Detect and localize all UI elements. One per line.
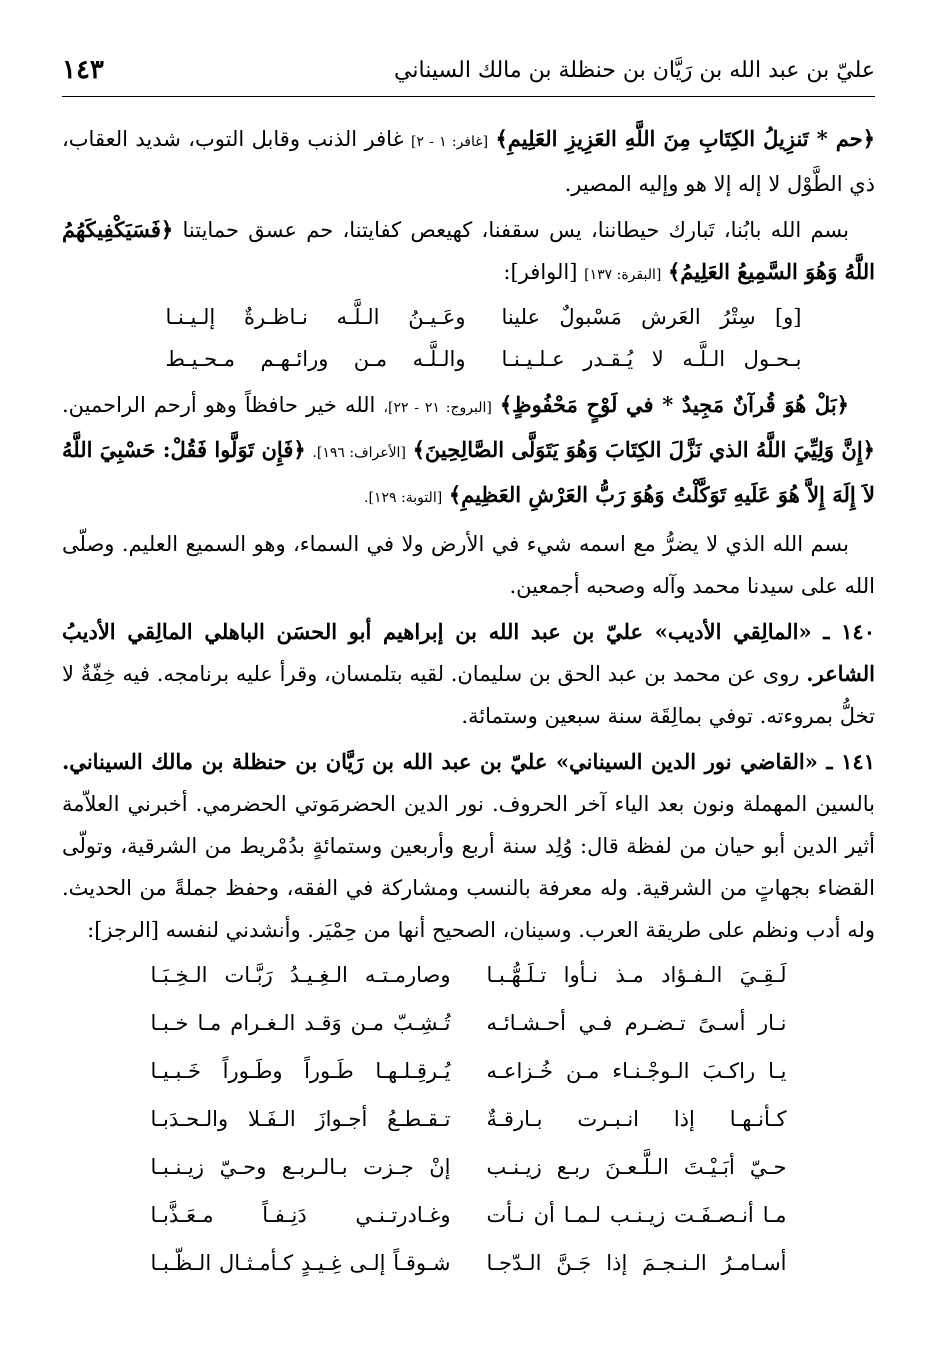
paragraph-closing-prayer bbox=[62, 523, 875, 607]
paragraph-text: الله خير حافظاً وهو أرحم الراحمين. bbox=[62, 393, 376, 417]
second-hemistich: وعَـيـنُ الـلَّـه نـاظـرةٌ إلـيـنـا bbox=[165, 305, 466, 329]
second-hemistich: يُـرقِـلـهـا طَـوراً وطَـوراً خَـبـيـا bbox=[150, 1059, 451, 1083]
quran-verse: ﴿إِنَّ وَلِيِّيَ اللَّهُ الذي نَزَّلَ الكِتَابَ وَهُوَ يَتَوَلَّى الصَّالِحِينَ﴾ bbox=[412, 437, 875, 462]
quran-verse: ﴿فَسَيَكْفِيكَهُمُ اللَّهُ وَهُوَ السَّمِيعُ العَلِيمُ﴾ bbox=[62, 217, 875, 284]
poem-rajaz bbox=[122, 951, 815, 1287]
poem-wafir bbox=[112, 296, 855, 380]
paragraph-text: بسم الله الذي لا يضرُّ مع اسمه شيء في الأرض ولا في السماء، وهو السميع العليم. وصلّى الله على سيدنا محمد وآله وصحبه أجمعين. bbox=[62, 532, 875, 598]
second-hemistich: والـلَّـه مـن ورائـهـم مـحـيـط bbox=[165, 347, 466, 371]
poem-verse bbox=[122, 1239, 815, 1287]
poem-verse bbox=[122, 1047, 815, 1095]
verse-reference: [غافر: ١ - ٢] bbox=[411, 134, 489, 150]
first-hemistich: [و] سِتْرُ العَرش مَسْبولٌ علينا bbox=[501, 305, 802, 329]
running-title: عليّ بن عبد الله بن رَيَّان بن حنظلة بن مالك السيناني bbox=[394, 57, 875, 83]
first-hemistich: حـيّ أبَـيْـتَ الـلَّـعـنَ ربـع زيـنـب bbox=[486, 1155, 787, 1179]
paragraph-text: بسم الله بابُنا، تَبارك حيطاننا، يس سقفنا، كهيعص كفايتنا، حم عسق حمايتنا bbox=[182, 218, 849, 242]
first-hemistich: أسـامـرُ الـنـجـمَ إذا جَـنَّ الـدّجـا bbox=[486, 1251, 787, 1275]
paragraph-quran-verses bbox=[62, 384, 875, 519]
second-hemistich: إنْ جـزت بـالـربـع وحـيّ زيـنـبـا bbox=[150, 1155, 451, 1179]
paragraph-quran-ghafir bbox=[62, 118, 875, 205]
entry-heading: ١٤١ ـ «القاضي نور الدين السيناني» عليّ بن عبد الله بن رَيَّان بن حنظلة بن مالك السيناني. bbox=[62, 749, 875, 774]
page-number: ١٤٣ bbox=[62, 55, 104, 85]
first-hemistich: لَـقِـيَ الـفـؤاد مـذ نـأوا تـلَـهُّـبـا bbox=[486, 963, 787, 987]
entry-text: بالسين المهملة ونون بعد الياء آخر الحروف. نور الدين الحضرمَوتي الحضرمي. أخبرني العلاّمة أثير الدين أبو حيان من لفظة قال: وُلِد سنة أربع وأربعين وستمائةٍ بدُمْريط من الشرقية، وتولّى القضاء بجهاتٍ من الشرقية. وله معرفة بالنسب ومشاركة في الفقه، وحفظ جملةً من الحديث. وله أدب ونظم على طريقة العرب. وسينان، الصحيح أنها من حِمْيَر. وأنشدني لنفسه [الرجز]: bbox=[62, 792, 875, 942]
second-hemistich: وغـادرتـنـي دَنِـفـاً مـعَـذَّبـا bbox=[150, 1203, 451, 1227]
running-header bbox=[62, 44, 875, 97]
second-hemistich: تُـشِـبّ مـن وَقـد الـغـرام مـا خـبـا bbox=[150, 1011, 451, 1035]
poem-verse bbox=[122, 951, 815, 999]
quran-verse: ﴿بَلْ هُوَ قُرآنٌ مَجِيدٌ * في لَوْحٍ مَحْفُوظٍ﴾ bbox=[499, 392, 849, 417]
paragraph-text: غافر الذنب وقابل التوب، شديد العقاب، ذي الطَّوْل لا إله إلا هو وإليه المصير. bbox=[62, 127, 875, 196]
verse-reference: [الأعراف: ١٩٦]. bbox=[312, 445, 406, 461]
poem-verse bbox=[122, 1095, 815, 1143]
entry-140 bbox=[62, 611, 875, 737]
quran-verse: ﴿فَإِن تَوَلَّوا فَقُلْ: حَسْبِيَ اللَّهُ لاَ إِلَهَ إِلاَّ هُوَ عَلَيهِ تَوَكَّلْتُ وَهُوَ رَبُّ العَرْشِ العَظِيمِ﴾ bbox=[62, 437, 875, 507]
second-hemistich: شـوقـاً إلـى غِـيـدٍ كـأمـثـال الـظّـبـا bbox=[150, 1251, 451, 1275]
entry-heading: ١٤٠ ـ «المالِقي الأديب» عليّ بن عبد الله بن إبراهيم أبو الحسَن الباهلي المالِقي الأديبُ الشاعر. bbox=[62, 619, 875, 686]
first-hemistich: نـار أسـىً تـضـرم فـي أحـشـائـه bbox=[486, 1011, 787, 1035]
second-hemistich: تـقـطـعُ أجـوازَ الـفَـلا والـحـدَبـا bbox=[150, 1107, 451, 1131]
second-hemistich: وصارمـتـه الـغِـيـدُ رَبَّـات الـخِـبَـا bbox=[150, 963, 451, 987]
poem-verse bbox=[122, 1191, 815, 1239]
page-body bbox=[62, 118, 875, 1362]
verse-reference: [التوبة: ١٢٩]. bbox=[364, 490, 443, 506]
quran-verse: ﴿حم * تَنزِيلُ الكِتَابِ مِنَ اللَّهِ العَزِيزِ العَلِيمِ﴾ bbox=[495, 126, 875, 151]
entry-text: روى عن محمد بن عبد الحق بن سليمان. لقيه بتلمسان، وقرأ عليه برنامجه. فيه خِفّةٌ لا تخلُّ بمروءته. توفي بمالِقَة سنة سبعين وستمائة. bbox=[62, 662, 875, 728]
entry-141 bbox=[62, 741, 875, 951]
paragraph-basmala-protection bbox=[62, 209, 875, 296]
poem-verse bbox=[112, 338, 855, 380]
poem-verse bbox=[112, 296, 855, 338]
first-hemistich: بـحـول الـلَّـه لا يُـقـدر عـلـيـنـا bbox=[501, 347, 802, 371]
poem-verse bbox=[122, 999, 815, 1047]
first-hemistich: كـأنـهـا إذا انـبـرت بـارقـةٌ bbox=[486, 1107, 787, 1131]
first-hemistich: يـا راكـبَ الـوجْـنـاء مـن خُـزاعـه bbox=[486, 1059, 787, 1083]
first-hemistich: مـا أنـصـفَـت زيـنـب لـمـا أن نـأت bbox=[486, 1203, 787, 1227]
verse-reference: [البقرة: ١٣٧] bbox=[584, 267, 662, 283]
verse-reference: [البروج: ٢١ - ٢٢]، bbox=[383, 400, 492, 416]
poem-verse bbox=[122, 1143, 815, 1191]
meter-label: [الوافر]: bbox=[503, 260, 578, 284]
